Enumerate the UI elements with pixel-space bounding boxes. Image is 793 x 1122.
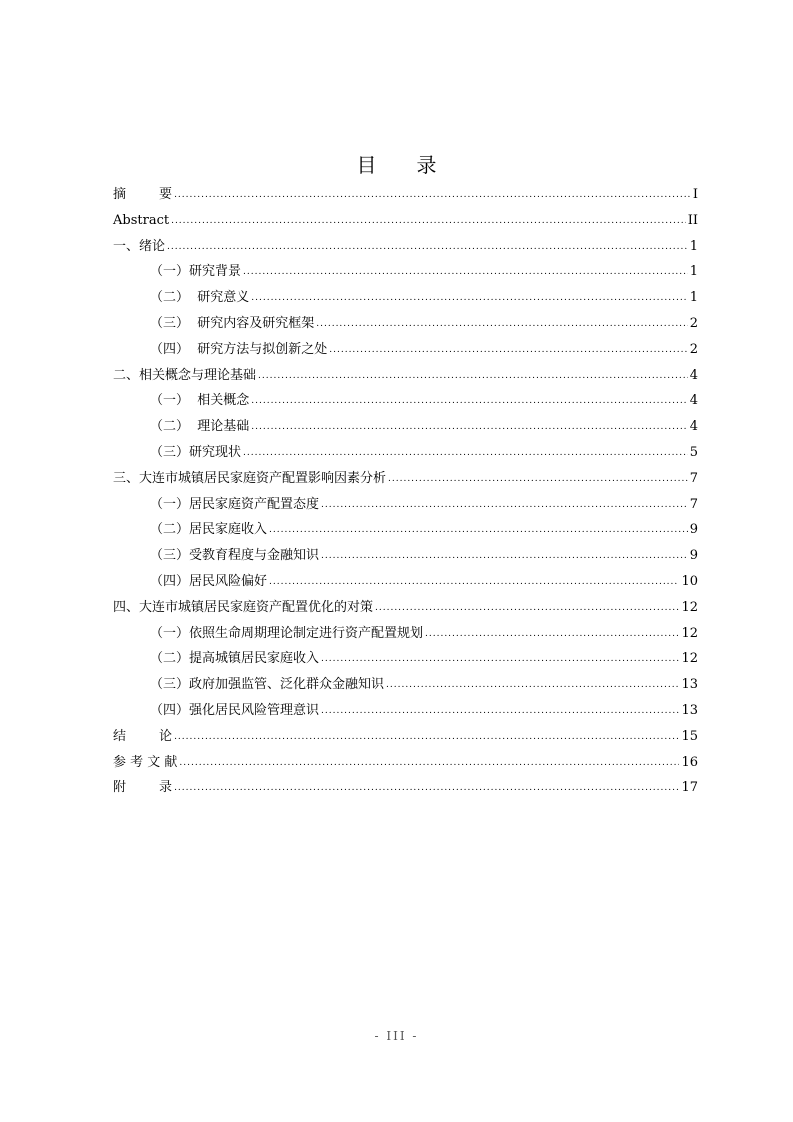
- toc-dot-leader: [251, 415, 687, 441]
- toc-entry-page-number: 13: [681, 677, 698, 693]
- toc-dot-leader: [375, 596, 679, 622]
- toc-dot-leader: [321, 647, 679, 673]
- toc-entry-page-number: 4: [689, 419, 698, 435]
- toc-entry-label: 二、相关概念与理论基础: [113, 367, 257, 383]
- toc-entry-label: （二）提高城镇居民家庭收入: [150, 651, 320, 667]
- toc-entry[interactable]: [113, 337, 698, 363]
- toc-entry[interactable]: [113, 208, 698, 234]
- toc-dot-leader: [269, 518, 688, 544]
- toc-entry-label: （三）研究现状: [150, 444, 242, 460]
- toc-entry-label: 四、大连市城镇居民家庭资产配置优化的对策: [113, 599, 374, 615]
- toc-dot-leader: [269, 570, 679, 596]
- toc-entry[interactable]: [113, 440, 698, 466]
- toc-entry[interactable]: [113, 646, 698, 672]
- toc-entry[interactable]: [113, 724, 698, 750]
- toc-entry-page-number: 4: [689, 393, 698, 409]
- toc-entry[interactable]: [113, 234, 698, 260]
- toc-entry-label: （四）居民风险偏好: [150, 573, 268, 589]
- toc-entry[interactable]: [113, 388, 698, 414]
- toc-dot-leader: [167, 235, 688, 261]
- toc-entry-page-number: I: [692, 187, 698, 202]
- toc-dot-leader: [321, 699, 679, 725]
- toc-entry-label: （三）受教育程度与金融知识: [150, 548, 320, 564]
- toc-dot-leader: [171, 209, 686, 235]
- toc-entry-page-number: 2: [689, 341, 698, 357]
- toc-entry-page-number: 7: [689, 470, 698, 486]
- toc-list: [113, 182, 698, 801]
- toc-entry-label: 三、大连市城镇居民家庭资产配置影响因素分析: [113, 470, 387, 486]
- toc-entry[interactable]: [113, 363, 698, 389]
- toc-dot-leader: [321, 493, 688, 519]
- toc-entry-page-number: 15: [681, 728, 698, 744]
- toc-entry-label: （一）研究背景: [150, 264, 242, 280]
- toc-entry[interactable]: [113, 621, 698, 647]
- toc-entry-label: 一、绪论: [113, 238, 166, 254]
- toc-entry[interactable]: [113, 414, 698, 440]
- toc-entry-label: Abstract: [113, 212, 170, 228]
- toc-dot-leader: [243, 260, 688, 286]
- toc-heading-char-1: 目: [356, 153, 377, 177]
- toc-dot-leader: [174, 776, 679, 802]
- toc-entry-label: 结 论: [113, 728, 173, 744]
- toc-entry-page-number: 1: [689, 264, 698, 280]
- toc-entry[interactable]: [113, 311, 698, 337]
- toc-entry-page-number: II: [687, 212, 698, 228]
- toc-entry-page-number: 12: [681, 625, 698, 641]
- toc-entry-page-number: 9: [689, 548, 698, 564]
- toc-entry-page-number: 17: [681, 780, 698, 796]
- toc-dot-leader: [329, 338, 687, 364]
- toc-entry-page-number: 12: [681, 651, 698, 667]
- toc-entry[interactable]: [113, 182, 698, 208]
- toc-entry-label: （一）依照生命周期理论制定进行资产配置规划: [150, 625, 424, 641]
- toc-entry[interactable]: [113, 517, 698, 543]
- toc-entry-page-number: 7: [689, 496, 698, 512]
- toc-entry-page-number: 5: [689, 444, 698, 460]
- toc-entry-page-number: 4: [689, 367, 698, 383]
- toc-entry-label: （二） 研究意义: [150, 290, 250, 306]
- toc-entry-label: （三）政府加强监管、泛化群众金融知识: [150, 677, 385, 693]
- toc-entry-label: （四） 研究方法与拟创新之处: [150, 341, 328, 357]
- toc-entry-page-number: 2: [689, 315, 698, 331]
- toc-entry[interactable]: [113, 569, 698, 595]
- page-number: - III -: [374, 1029, 419, 1043]
- toc-entry[interactable]: [113, 698, 698, 724]
- toc-dot-leader: [251, 389, 687, 415]
- toc-entry[interactable]: [113, 466, 698, 492]
- toc-dot-leader: [388, 467, 688, 493]
- toc-heading-char-2: 录: [416, 153, 437, 177]
- toc-entry-label: （二）居民家庭收入: [150, 522, 268, 538]
- toc-entry-label: （一）居民家庭资产配置态度: [150, 496, 320, 512]
- toc-entry[interactable]: [113, 543, 698, 569]
- toc-entry[interactable]: [113, 259, 698, 285]
- toc-dot-leader: [425, 622, 679, 648]
- toc-entry-page-number: 1: [689, 238, 698, 254]
- toc-entry-label: （四）强化居民风险管理意识: [150, 702, 320, 718]
- toc-entry[interactable]: [113, 750, 698, 776]
- toc-entry-label: （三） 研究内容及研究框架: [150, 315, 315, 331]
- toc-entry[interactable]: [113, 775, 698, 801]
- toc-entry-page-number: 12: [681, 599, 698, 615]
- toc-entry[interactable]: [113, 672, 698, 698]
- toc-dot-leader: [321, 544, 688, 570]
- toc-dot-leader: [243, 441, 688, 467]
- toc-entry[interactable]: [113, 595, 698, 621]
- toc-entry-label: 参 考 文 献: [113, 754, 178, 770]
- toc-entry[interactable]: [113, 285, 698, 311]
- toc-entry-label: 摘 要: [113, 187, 173, 202]
- toc-dot-leader: [179, 751, 679, 777]
- toc-dot-leader: [251, 286, 687, 312]
- toc-entry-label: （二） 理论基础: [150, 419, 250, 435]
- toc-entry-page-number: 13: [681, 702, 698, 718]
- toc-dot-leader: [174, 725, 679, 751]
- toc-heading: [0, 151, 793, 179]
- toc-entry-page-number: 9: [689, 522, 698, 538]
- toc-entry-label: （一） 相关概念: [150, 393, 250, 409]
- toc-entry-page-number: 1: [689, 290, 698, 306]
- toc-entry[interactable]: [113, 492, 698, 518]
- toc-entry-page-number: 10: [681, 573, 698, 589]
- toc-dot-leader: [386, 673, 679, 699]
- toc-dot-leader: [174, 183, 691, 209]
- toc-entry-page-number: 16: [681, 754, 698, 770]
- toc-entry-label: 附 录: [113, 780, 173, 796]
- toc-dot-leader: [316, 312, 687, 338]
- toc-dot-leader: [258, 364, 688, 390]
